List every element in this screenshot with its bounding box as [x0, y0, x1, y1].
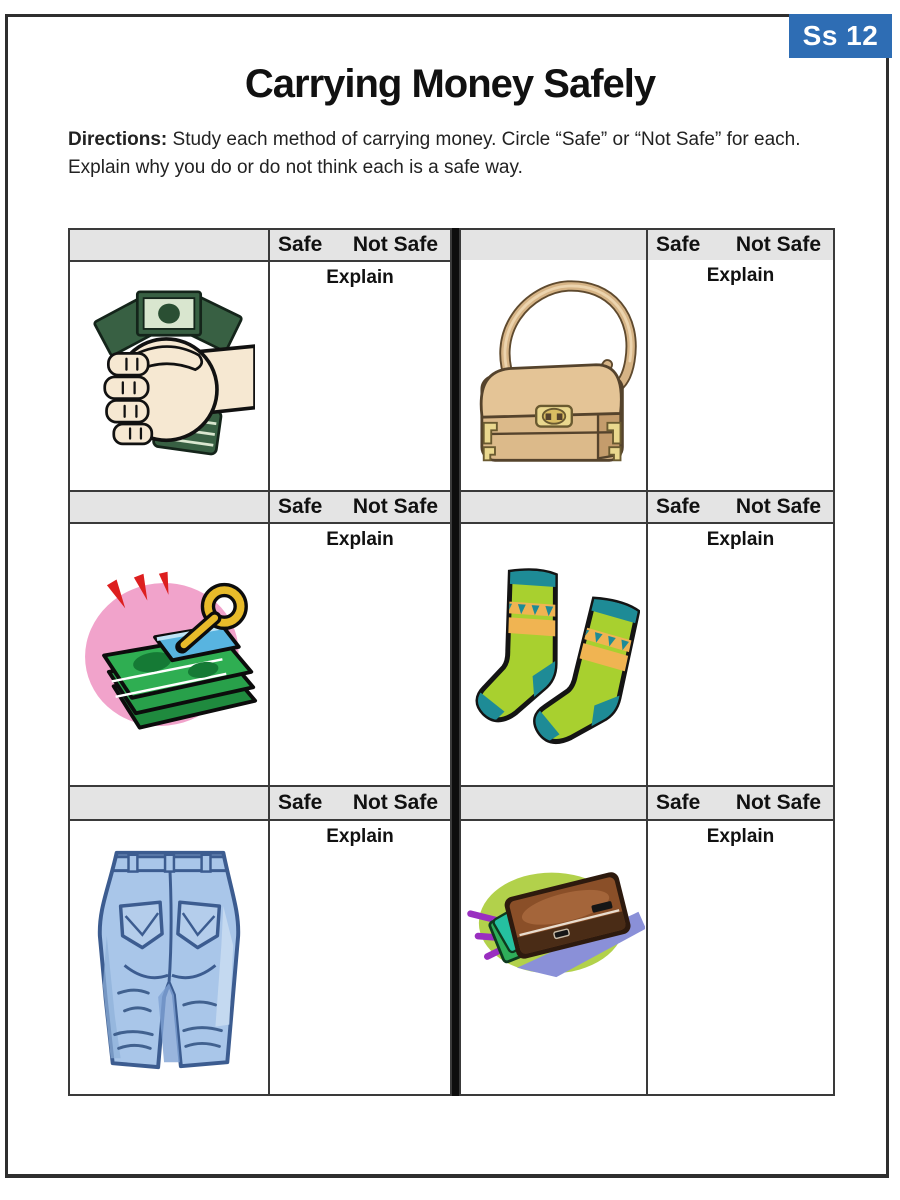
money-clip-icon — [80, 555, 258, 755]
shoulder-purse-icon — [465, 273, 643, 478]
explain-label: Explain — [706, 529, 775, 550]
explain-cell — [268, 522, 450, 785]
explain-cell — [646, 522, 833, 785]
safe-option[interactable]: Safe — [656, 233, 701, 256]
explain-label: Explain — [706, 265, 775, 286]
explain-answer-area[interactable] — [270, 551, 450, 756]
directions-line1 — [68, 126, 838, 154]
wallet-icon — [463, 855, 645, 991]
explain-label: Explain — [326, 826, 394, 847]
explain-answer-area[interactable] — [270, 848, 450, 1062]
safe-option[interactable]: Safe — [278, 791, 323, 814]
not-safe-option[interactable]: Not Safe — [735, 495, 821, 518]
table-right-half — [459, 228, 835, 1096]
explain-answer-area[interactable] — [648, 551, 833, 756]
safe-notsafe-header — [646, 785, 833, 819]
safe-option[interactable]: Safe — [278, 495, 323, 518]
socks-icon — [468, 559, 640, 751]
explain-cell — [268, 819, 450, 1094]
item-image-cell — [461, 819, 646, 1094]
table-center-divider — [452, 228, 459, 1096]
not-safe-option[interactable]: Not Safe — [735, 233, 821, 256]
safe-notsafe-header — [268, 230, 450, 260]
directions — [68, 126, 838, 182]
header-spacer — [461, 785, 646, 819]
header-spacer — [70, 230, 268, 260]
directions-text1: Study each method of carrying money. Circle “Safe” or “Not Safe” for each. — [172, 129, 801, 150]
directions-line2: Explain why you do or do not think each is a safe way. — [68, 157, 523, 178]
explain-cell — [268, 260, 450, 490]
page-code-badge — [789, 14, 892, 58]
explain-label: Explain — [326, 267, 394, 288]
header-spacer — [461, 490, 646, 522]
safe-notsafe-header — [646, 490, 833, 522]
explain-cell — [646, 819, 833, 1094]
header-spacer — [461, 230, 646, 260]
page-title: Carrying Money Safely — [244, 62, 656, 106]
explain-answer-area[interactable] — [648, 848, 833, 1062]
explain-label: Explain — [706, 826, 775, 847]
not-safe-option[interactable]: Not Safe — [735, 791, 821, 814]
item-image-cell — [461, 260, 646, 490]
not-safe-option[interactable]: Not Safe — [352, 791, 438, 814]
explain-cell — [646, 260, 833, 490]
not-safe-option[interactable]: Not Safe — [352, 495, 438, 518]
safe-option[interactable]: Safe — [656, 791, 701, 814]
safe-notsafe-header — [268, 785, 450, 819]
safe-option[interactable]: Safe — [656, 495, 701, 518]
item-image-cell — [70, 260, 268, 490]
item-image-cell — [70, 522, 268, 785]
safe-option[interactable]: Safe — [278, 233, 323, 256]
not-safe-option[interactable]: Not Safe — [352, 233, 438, 256]
item-image-cell — [461, 522, 646, 785]
header-spacer — [70, 785, 268, 819]
explain-answer-area[interactable] — [270, 289, 450, 467]
directions-label: Directions: — [68, 129, 168, 150]
table-left-half — [68, 228, 452, 1096]
worksheet-table — [68, 228, 835, 1096]
page-code-label: Ss 12 — [802, 20, 879, 51]
safe-notsafe-header — [646, 230, 833, 260]
jeans-back-pockets-icon — [85, 837, 253, 1079]
explain-answer-area[interactable] — [648, 287, 833, 467]
fist-of-cash-icon — [83, 278, 255, 474]
explain-label: Explain — [326, 529, 394, 550]
safe-notsafe-header — [268, 490, 450, 522]
item-image-cell — [70, 819, 268, 1094]
header-spacer — [70, 490, 268, 522]
